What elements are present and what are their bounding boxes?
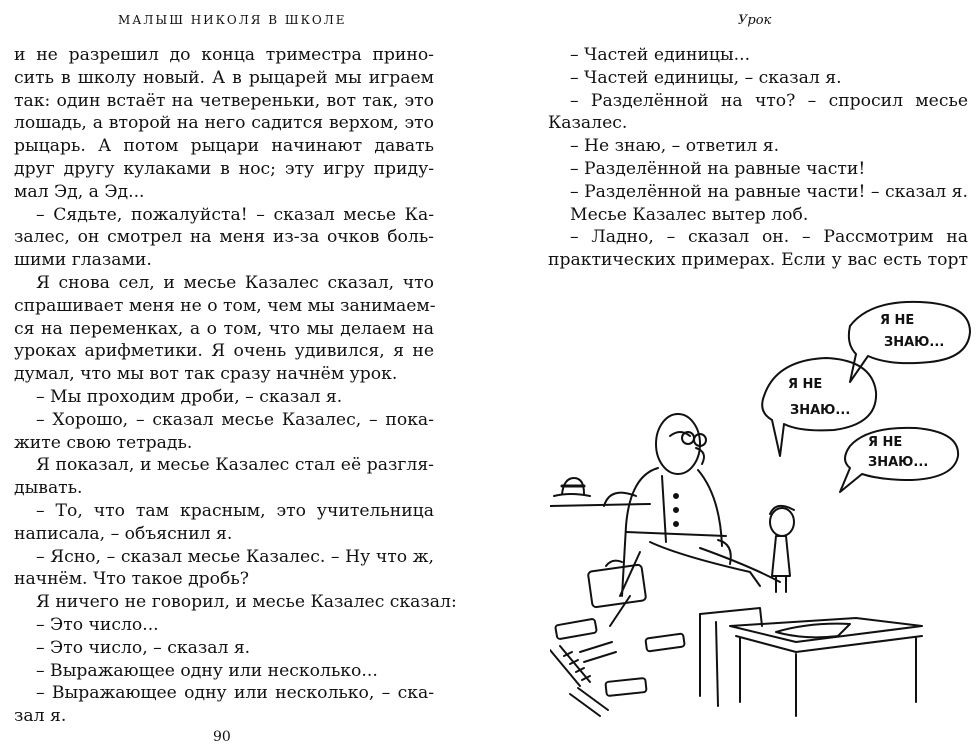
hat (554, 478, 590, 496)
briefcase (588, 561, 646, 608)
text-line: рыцарь. А потом рыцари начинают давать (14, 136, 434, 157)
text-line: лошадь, а второй на него садится верхом, это (14, 113, 434, 134)
toy-trains (550, 619, 685, 716)
desk (730, 618, 922, 716)
page-number: 90 (213, 729, 231, 745)
speech-bubble-middle (762, 358, 876, 456)
running-header: МАЛЫШ НИКОЛЯ В ШКОЛЕ (118, 13, 347, 27)
text-line: практических примерах. Если у вас есть торт (548, 250, 968, 271)
text-line: – Хорошо, – сказал месье Казалес, – пока- (36, 409, 434, 430)
speech-bubble-bottom (840, 428, 958, 492)
text-line: шими глазами. (14, 250, 152, 271)
text-line: залес, он смотрел на меня из-за очков боль- (14, 227, 434, 248)
text-line: жите свою тетрадь. (14, 432, 193, 453)
running-header: Урок (738, 13, 772, 28)
text-line: так: один встаёт на четвереньки, вот так, это (14, 90, 434, 111)
text-line: – Выражающее одну или несколько... (36, 660, 378, 681)
text-line: Я ничего не говорил, и месье Казалес сказал: (36, 592, 457, 613)
bubble-text-line1: Я НЕ (868, 435, 903, 450)
body-text (548, 44, 968, 272)
right-page (490, 0, 980, 756)
text-line: – Разделённой на равные части! (570, 158, 866, 179)
text-line: думал, что мы вот так сразу начнём урок. (14, 364, 398, 385)
text-line: друг другу кулаками в нос; эту игру приду- (14, 158, 434, 179)
text-line: спрашивает меня не о том, чем мы занимаем- (14, 295, 436, 316)
illustration (550, 296, 980, 726)
text-line: дывать. (14, 478, 83, 499)
text-line: – Сядьте, пожалуйста! – сказал месье Ка- (36, 204, 434, 225)
text-line: и не разрешил до конца триместра прино- (14, 45, 434, 65)
text-line: зал я. (14, 706, 67, 727)
text-line: – Разделённой на равные части! – сказал я. (570, 181, 968, 202)
text-line: – То, что там красным, это учительница (36, 500, 434, 521)
text-line: начнём. Что такое дробь? (14, 569, 249, 590)
speech-bubble-top (849, 302, 970, 382)
text-line: Месье Казалес вытер лоб. (570, 204, 809, 225)
text-line: сить в школу новый. А в рыцарей мы играем (14, 67, 434, 88)
text-line: – Ладно, – сказал он. – Рассмотрим на (570, 227, 968, 248)
text-line: – Не знаю, – ответил я. (570, 136, 780, 157)
teacher-figure (604, 414, 780, 626)
text-line: ся на переменках, а о том, что мы делаем на (14, 318, 434, 339)
text-line: – Мы проходим дроби, – сказал я. (36, 386, 343, 407)
bench (550, 504, 650, 506)
text-line: – Это число... (36, 614, 159, 635)
bubble-text-line2: ЗНАЮ... (884, 335, 945, 350)
text-line: Я показал, и месье Казалес стал её разгля- (36, 455, 434, 476)
text-line: написала, – объяснил я. (14, 523, 233, 544)
chair (700, 608, 762, 706)
body-text (14, 44, 457, 728)
text-line: Казалес. (548, 113, 628, 134)
text-line: мал Эд, а Эд... (14, 181, 145, 202)
text-line: – Разделённой на что? – спросил месье (570, 90, 968, 111)
text-line: – Это число, – сказал я. (36, 637, 251, 658)
text-line: уроках арифметики. Я очень удивился, я не (14, 341, 434, 362)
text-line: – Частей единицы, – сказал я. (570, 67, 842, 88)
bubble-text-line1: Я НЕ (788, 377, 823, 392)
bubble-text-line2: ЗНАЮ... (790, 403, 851, 418)
bubble-text-line1: Я НЕ (880, 313, 915, 328)
text-line: – Частей единицы... (570, 45, 751, 65)
text-line: Я снова сел, и месье Казалес сказал, что (36, 272, 434, 293)
text-line: – Выражающее одну или несколько, – ска- (36, 683, 434, 704)
text-line: – Ясно, – сказал месье Казалес. – Ну что ж, (36, 546, 434, 567)
bubble-text-line2: ЗНАЮ... (868, 455, 929, 470)
